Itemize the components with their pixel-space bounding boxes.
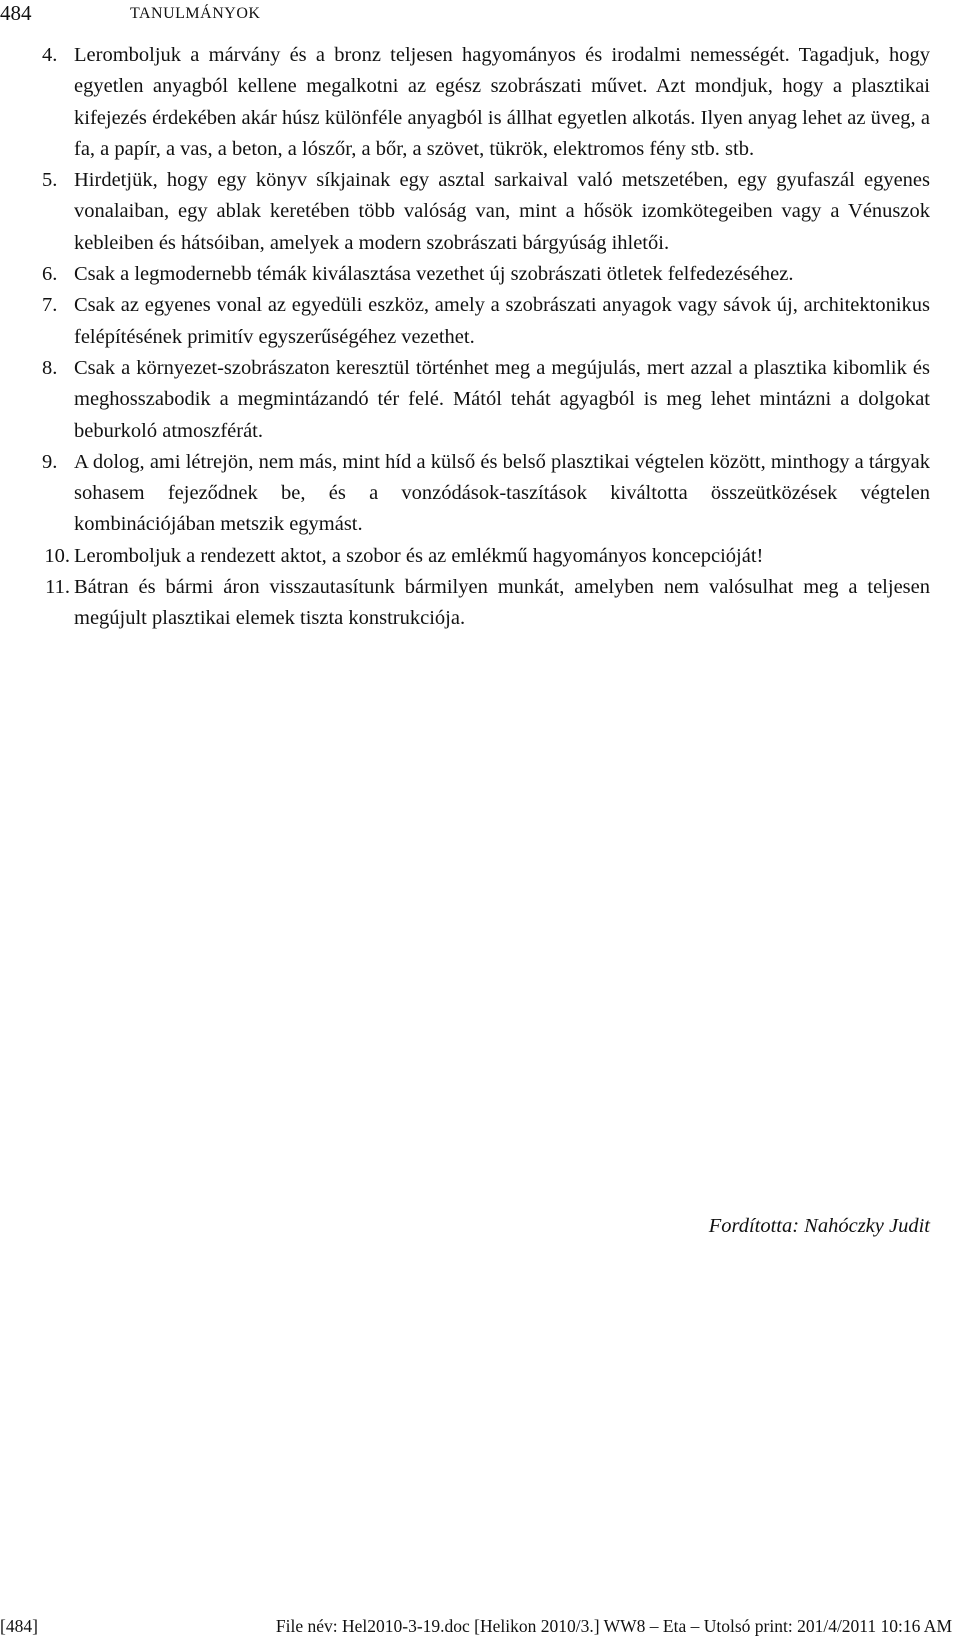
list-item (30, 290, 930, 353)
item-text: Bátran és bármi áron visszautasítunk bármilyen munkát, amelyben nem valósulhat meg a teljesen megújult plasztikai elemek tiszta konstrukciója. (74, 576, 930, 630)
item-number: 7. (42, 294, 58, 317)
page-number: 484 (0, 1, 32, 25)
item-number: 5. (42, 169, 58, 192)
list-item (30, 447, 930, 541)
running-head: TANULMÁNYOK (130, 5, 261, 22)
item-text: A dolog, ami létrejön, nem más, mint híd a külső és belső plasztikai végtelen között, minthogy a tárgyak sohasem fejeződnek be, és a vonzódások-taszítások kiváltotta összeütközések végtelen kombinációjában metszik egymást. (74, 450, 930, 536)
page-header (0, 0, 960, 30)
list-item (30, 353, 930, 447)
translator-credit: Fordította: Nahóczky Judit (708, 1215, 930, 1237)
item-number: 4. (42, 44, 58, 66)
list-item (30, 259, 930, 290)
footer-file-info: File név: Hel2010-3-19.doc [Helikon 2010/3.] WW8 – Eta – Utolsó print: 201/4/2011 10:16 AM (275, 1616, 952, 1636)
footer-page-ref: [484] (0, 1616, 38, 1636)
list-item (30, 572, 930, 635)
item-number: 8. (42, 356, 58, 379)
item-text: Csak a legmodernebb témák kiválasztása vezethet új szobrászati ötletek felfedezéséhez. (74, 263, 794, 286)
list-item (30, 165, 930, 259)
manifesto-list (30, 40, 930, 635)
list-item (30, 40, 930, 165)
item-number: 10. (44, 544, 70, 567)
item-number: 11. (45, 576, 70, 599)
page-footer (0, 1612, 960, 1640)
item-number: 6. (42, 263, 58, 286)
item-text: Csak a környezet-szobrászaton keresztül történhet meg a megújulás, mert azzal a plasztika kibomlik és meghosszabodik a megmintázandó tér felé. Mától tehát agyagból is meg lehet mintázni a dolgokat beburkoló atmoszférát. (74, 356, 930, 442)
item-number: 9. (42, 450, 58, 473)
item-text: Leromboljuk a márvány és a bronz teljesen hagyományos és irodalmi nemességét. Tagadjuk, hogy egyetlen anyagból kellene megalkotni az egész szobrászati művet. Azt mondjuk, hogy a plasztikai kifejezés érdekében akár húsz különféle anyagból is állhat egyetlen alkotás. Ilyen anyag lehet az üveg, a fa, a papír, a vas, a beton, a lószőr, a bőr, a szövet, tükrök, elektromos fény stb. stb. (74, 44, 930, 160)
list-item (30, 541, 930, 572)
item-text: Csak az egyenes vonal az egyedüli eszköz, amely a szobrászati anyagok vagy sávok új, architektonikus felépítésének primitív egyszerűségéhez vezethet. (74, 294, 930, 348)
item-text: Hirdetjük, hogy egy könyv síkjainak egy asztal sarkaival való metszetében, egy gyufaszál egyenes vonalaiban, egy ablak keretében több valóság van, mint a hősök izomkötegeiben vagy a Vénuszok kebleiben és hátsóiban, amelyek a modern szobrászati bárgyúság ihletői. (74, 169, 930, 254)
item-text: Leromboljuk a rendezett aktot, a szobor és az emlékmű hagyományos koncepcióját! (74, 544, 764, 567)
